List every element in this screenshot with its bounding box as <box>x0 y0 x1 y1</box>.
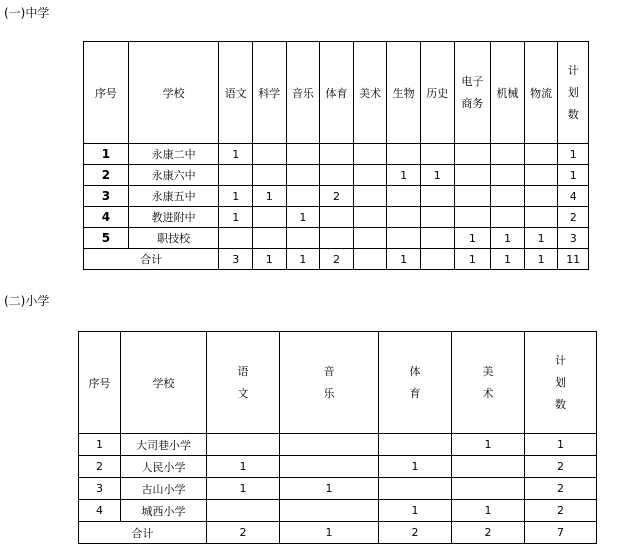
header-subject <box>452 332 525 434</box>
value-cell <box>353 165 387 186</box>
total-cell: 7 <box>525 522 597 544</box>
value-cell <box>524 186 558 207</box>
table-header-row <box>84 42 589 144</box>
total-row <box>84 249 589 270</box>
value-cell <box>524 144 558 165</box>
value-cell <box>387 186 421 207</box>
header-subject <box>379 332 452 434</box>
value-cell <box>491 165 525 186</box>
value-cell <box>454 207 491 228</box>
seq-cell: 3 <box>84 186 129 207</box>
value-cell: 1 <box>452 500 525 522</box>
value-cell <box>454 186 491 207</box>
value-cell: 1 <box>219 207 253 228</box>
school-cell: 教进附中 <box>128 207 219 228</box>
school-cell: 永康二中 <box>128 144 219 165</box>
total-cell: 2 <box>320 249 354 270</box>
table-row <box>84 165 589 186</box>
value-cell <box>320 228 354 249</box>
value-cell <box>387 144 421 165</box>
total-label: 合计 <box>84 249 219 270</box>
total-cell: 1 <box>253 249 287 270</box>
seq-cell: 3 <box>79 478 121 500</box>
header-text: 美 <box>482 364 494 378</box>
middle-school-heading: (一)中学 <box>4 6 50 20</box>
value-cell <box>420 207 454 228</box>
seq-cell: 2 <box>84 165 129 186</box>
header-plan <box>525 332 597 434</box>
total-cell <box>353 249 387 270</box>
header-subject: 机械 <box>491 42 525 144</box>
header-text: 划 <box>567 85 579 99</box>
seq-cell: 4 <box>84 207 129 228</box>
value-cell: 1 <box>207 478 280 500</box>
school-cell: 城西小学 <box>121 500 207 522</box>
value-cell <box>387 207 421 228</box>
header-subject: 生物 <box>387 42 421 144</box>
value-cell: 1 <box>420 165 454 186</box>
header-text: 计 <box>555 353 566 367</box>
header-plan <box>558 42 589 144</box>
value-cell <box>219 165 253 186</box>
value-cell <box>207 500 280 522</box>
value-cell <box>253 144 287 165</box>
value-cell <box>491 207 525 228</box>
header-subject: 美术 <box>353 42 387 144</box>
value-cell <box>353 228 387 249</box>
value-cell <box>452 478 525 500</box>
value-cell <box>524 207 558 228</box>
value-cell <box>253 165 287 186</box>
seq-cell: 2 <box>79 456 121 478</box>
table-row <box>84 228 589 249</box>
total-cell: 1 <box>524 249 558 270</box>
header-seq: 序号 <box>84 42 129 144</box>
seq-cell: 4 <box>79 500 121 522</box>
table-row <box>79 434 597 456</box>
value-cell: 1 <box>558 144 589 165</box>
total-cell <box>420 249 454 270</box>
value-cell: 2 <box>320 186 354 207</box>
total-cell: 2 <box>207 522 280 544</box>
total-cell: 1 <box>387 249 421 270</box>
value-cell <box>379 434 452 456</box>
value-cell <box>524 165 558 186</box>
value-cell <box>320 165 354 186</box>
table-row <box>79 456 597 478</box>
value-cell <box>280 456 379 478</box>
value-cell <box>207 434 280 456</box>
value-cell <box>379 478 452 500</box>
value-cell <box>286 186 320 207</box>
header-text: 术 <box>482 386 494 400</box>
value-cell <box>454 144 491 165</box>
value-cell <box>353 186 387 207</box>
header-text: 数 <box>555 397 566 411</box>
value-cell <box>320 207 354 228</box>
school-cell: 永康五中 <box>128 186 219 207</box>
value-cell: 1 <box>452 434 525 456</box>
school-cell: 永康六中 <box>128 165 219 186</box>
value-cell: 2 <box>558 207 589 228</box>
value-cell: 1 <box>219 186 253 207</box>
value-cell: 1 <box>524 228 558 249</box>
value-cell: 2 <box>525 478 597 500</box>
total-row <box>79 522 597 544</box>
total-cell: 1 <box>454 249 491 270</box>
total-cell: 1 <box>491 249 525 270</box>
value-cell: 2 <box>525 456 597 478</box>
header-subject <box>280 332 379 434</box>
value-cell <box>253 207 287 228</box>
value-cell: 1 <box>286 207 320 228</box>
header-text: 电子 <box>461 74 484 88</box>
value-cell: 2 <box>525 500 597 522</box>
value-cell: 1 <box>525 434 597 456</box>
header-text: 音 <box>323 364 335 378</box>
value-cell <box>253 228 287 249</box>
value-cell <box>286 165 320 186</box>
header-subject-ecommerce <box>454 42 491 144</box>
header-subject: 音乐 <box>286 42 320 144</box>
value-cell: 1 <box>219 144 253 165</box>
total-cell: 3 <box>219 249 253 270</box>
value-cell <box>219 228 253 249</box>
value-cell: 1 <box>280 478 379 500</box>
header-text: 育 <box>409 386 421 400</box>
total-cell: 1 <box>286 249 320 270</box>
total-cell: 2 <box>379 522 452 544</box>
header-text: 计 <box>567 63 579 77</box>
value-cell: 1 <box>207 456 280 478</box>
table-row <box>79 500 597 522</box>
value-cell <box>491 144 525 165</box>
value-cell <box>286 228 320 249</box>
school-cell: 人民小学 <box>121 456 207 478</box>
value-cell: 1 <box>387 165 421 186</box>
seq-cell: 5 <box>84 228 129 249</box>
value-cell: 4 <box>558 186 589 207</box>
primary-school-table <box>78 331 597 544</box>
value-cell <box>420 144 454 165</box>
header-school: 学校 <box>121 332 207 434</box>
value-cell: 1 <box>454 228 491 249</box>
school-cell: 大司巷小学 <box>121 434 207 456</box>
middle-school-table <box>83 41 589 270</box>
total-cell: 1 <box>280 522 379 544</box>
header-text: 文 <box>237 386 249 400</box>
header-subject: 体育 <box>320 42 354 144</box>
school-cell: 古山小学 <box>121 478 207 500</box>
total-label: 合计 <box>79 522 207 544</box>
value-cell: 1 <box>491 228 525 249</box>
header-subject: 物流 <box>524 42 558 144</box>
header-text: 划 <box>555 375 566 389</box>
value-cell <box>280 500 379 522</box>
header-text: 乐 <box>323 386 335 400</box>
value-cell <box>491 186 525 207</box>
value-cell <box>286 144 320 165</box>
primary-school-heading: (二)小学 <box>4 294 50 308</box>
table-row <box>84 207 589 228</box>
value-cell <box>420 186 454 207</box>
value-cell <box>452 456 525 478</box>
value-cell <box>320 144 354 165</box>
header-seq: 序号 <box>79 332 121 434</box>
table-row <box>84 186 589 207</box>
table-row <box>79 478 597 500</box>
total-cell: 2 <box>452 522 525 544</box>
header-subject: 语文 <box>219 42 253 144</box>
table-header-row <box>79 332 597 434</box>
header-school: 学校 <box>128 42 219 144</box>
school-cell: 职技校 <box>128 228 219 249</box>
header-text: 商务 <box>461 96 484 110</box>
header-subject <box>207 332 280 434</box>
value-cell: 1 <box>379 456 452 478</box>
value-cell: 1 <box>379 500 452 522</box>
total-cell: 11 <box>558 249 589 270</box>
header-subject: 科学 <box>253 42 287 144</box>
value-cell <box>280 434 379 456</box>
value-cell <box>420 228 454 249</box>
header-text: 数 <box>567 107 579 121</box>
value-cell <box>353 144 387 165</box>
value-cell: 3 <box>558 228 589 249</box>
seq-cell: 1 <box>84 144 129 165</box>
header-subject: 历史 <box>420 42 454 144</box>
value-cell: 1 <box>558 165 589 186</box>
value-cell <box>454 165 491 186</box>
value-cell: 1 <box>253 186 287 207</box>
value-cell <box>387 228 421 249</box>
header-text: 语 <box>237 364 249 378</box>
value-cell <box>353 207 387 228</box>
table-row <box>84 144 589 165</box>
seq-cell: 1 <box>79 434 121 456</box>
header-text: 体 <box>409 364 421 378</box>
